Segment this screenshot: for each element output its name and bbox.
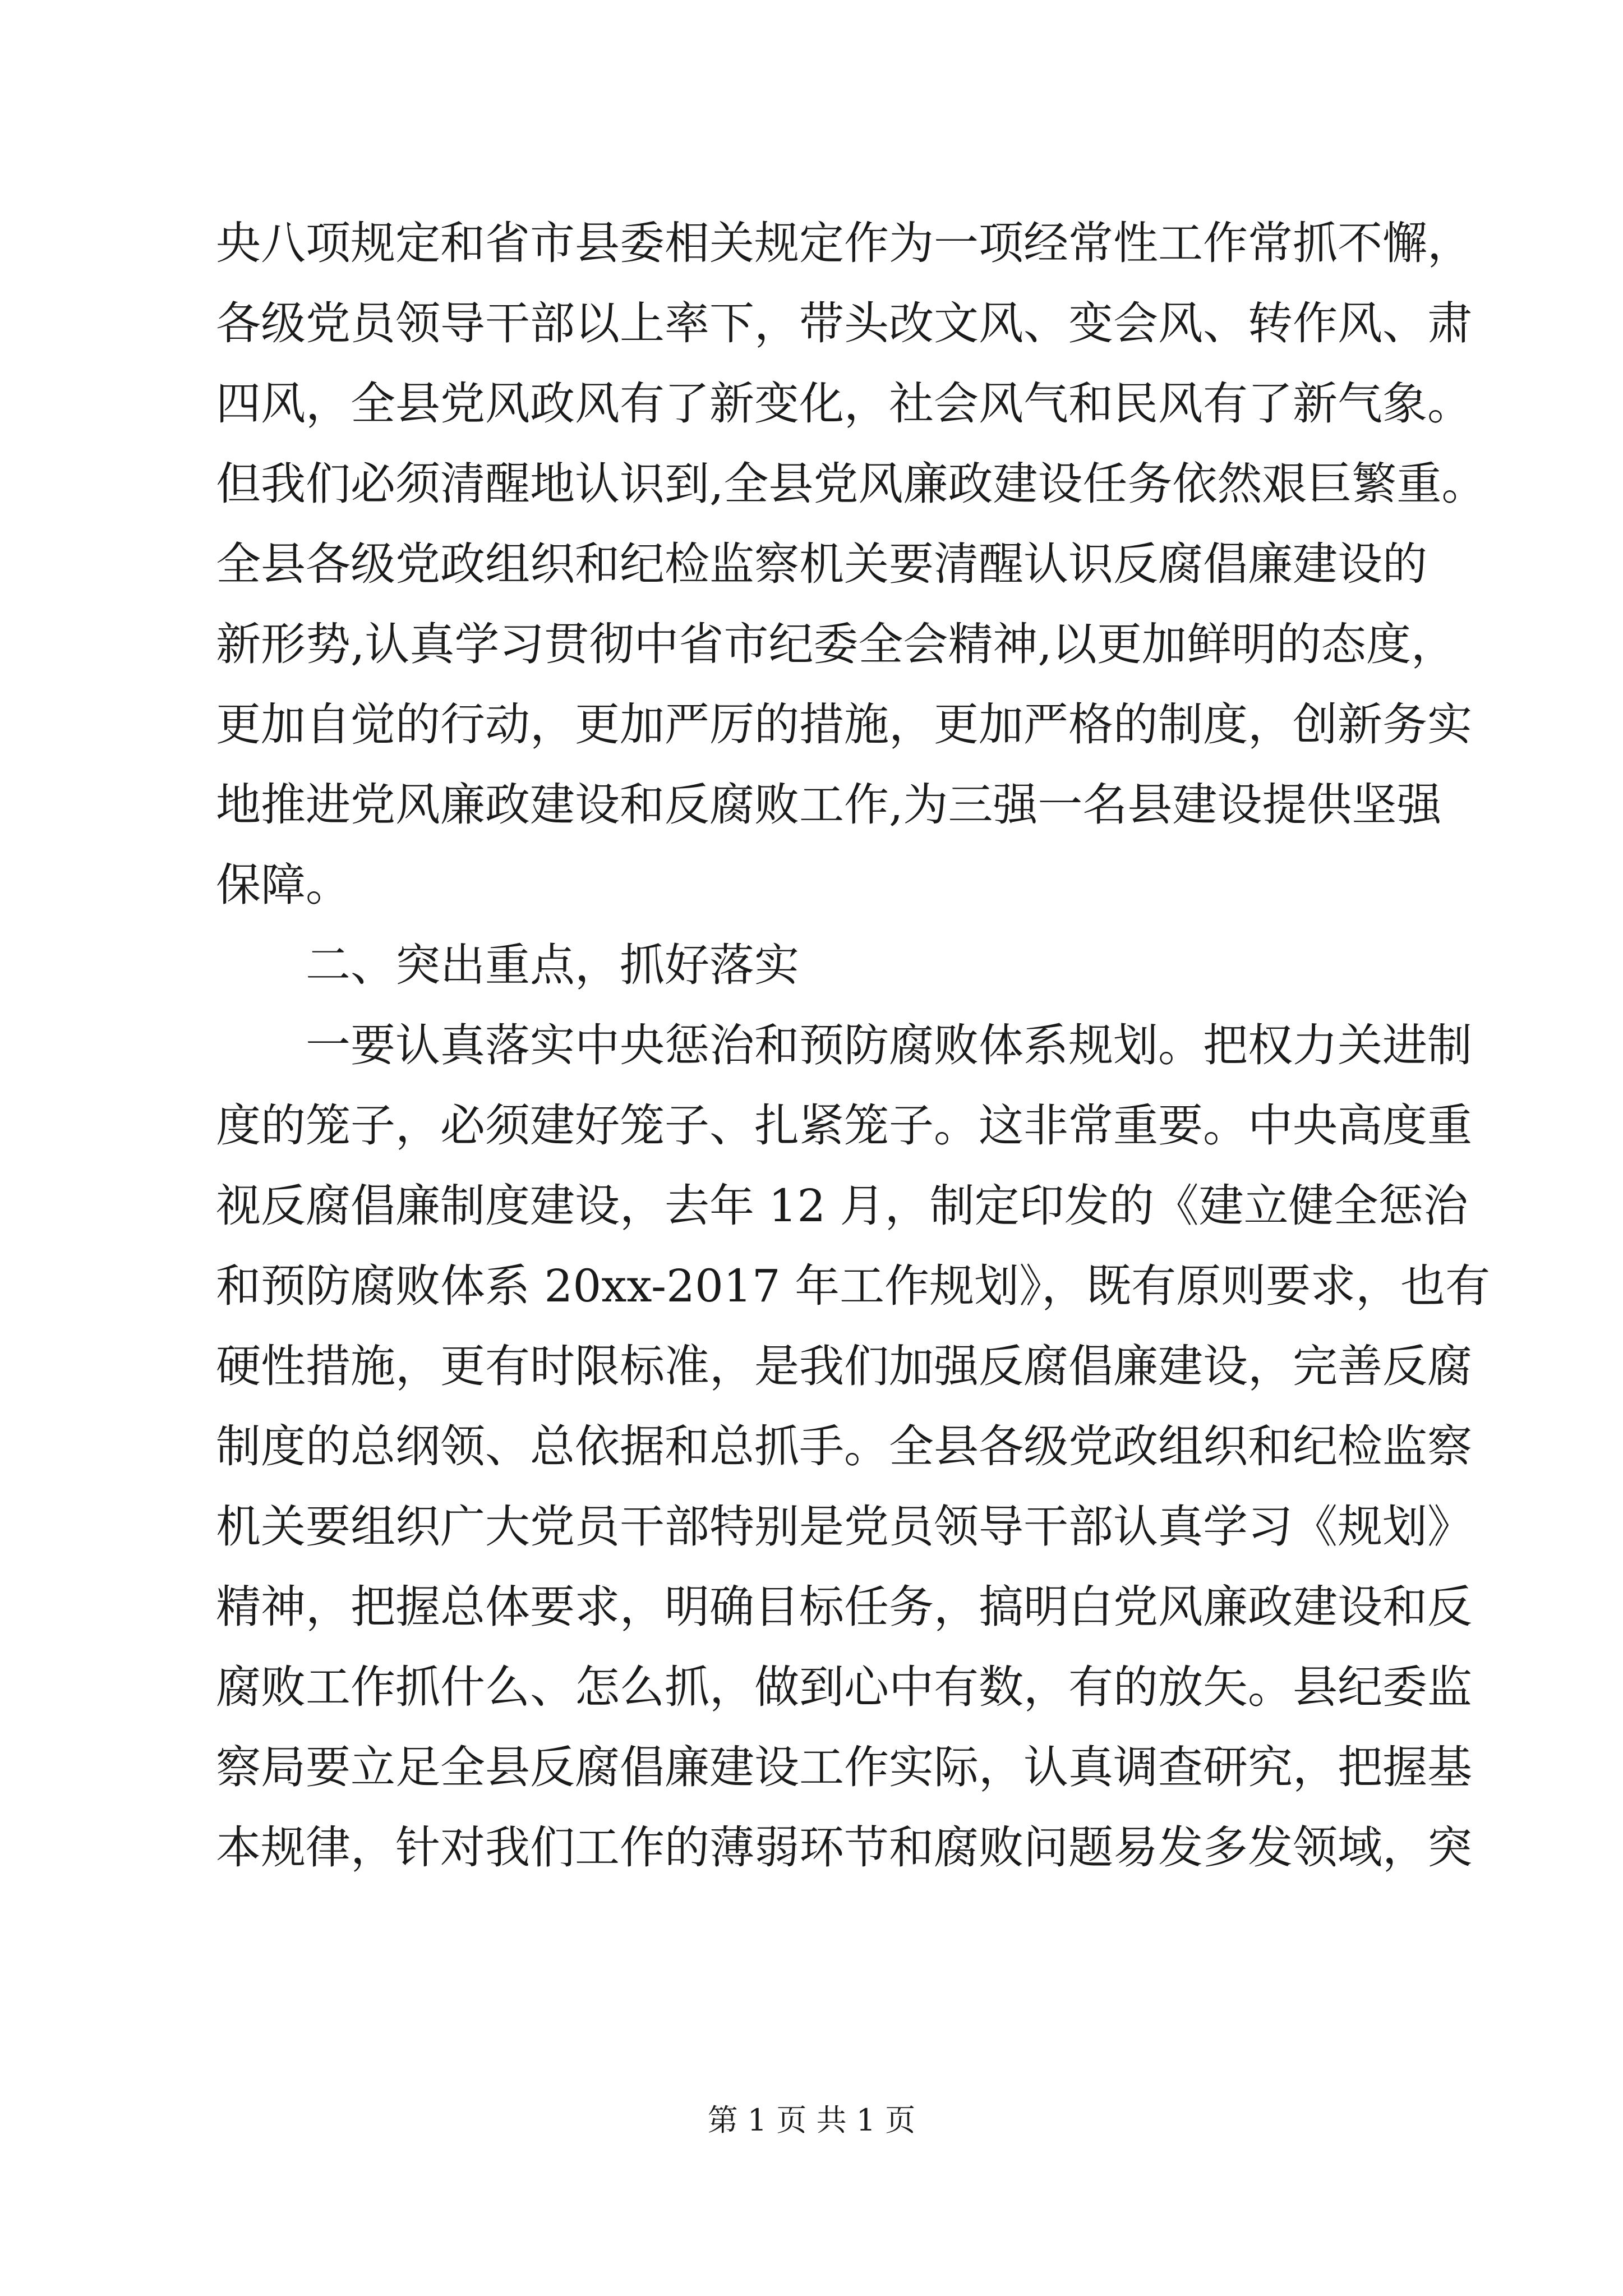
body-line: 四风，全县党风政风有了新变化，社会风气和民风有了新气象。 — [216, 378, 1472, 430]
body-line: 本规律，针对我们工作的薄弱环节和腐败问题易发多发领域，突 — [216, 1821, 1472, 1874]
body-line: 新形势,认真学习贯彻中省市纪委全会精神,以更加鲜明的态度， — [216, 618, 1456, 670]
body-line: 央八项规定和省市县委相关规定作为一项经常性工作常抓不懈， — [216, 217, 1472, 269]
body-line: 腐败工作抓什么、怎么抓，做到心中有数，有的放矢。县纪委监 — [216, 1661, 1472, 1713]
body-line: 机关要组织广大党员干部特别是党员领导干部认真学习《规划》 — [216, 1501, 1472, 1553]
body-line: 制度的总纲领、总依据和总抓手。全县各级党政组织和纪检监察 — [216, 1420, 1472, 1473]
body-line: 全县各级党政组织和纪检监察机关要清醒认识反腐倡廉建设的 — [216, 538, 1427, 590]
paragraph-first-line: 一要认真落实中央惩治和预防腐败体系规划。把权力关进制 — [306, 1019, 1472, 1071]
body-line: 度的笼子，必须建好笼子、扎紧笼子。这非常重要。中央高度重 — [216, 1099, 1472, 1152]
body-line: 和预防腐败体系 20xx-2017 年工作规划》，既有原则要求，也有 — [216, 1260, 1491, 1312]
document-body — [216, 203, 1491, 1888]
body-line: 视反腐倡廉制度建设，去年 12 月，制定印发的《建立健全惩治 — [216, 1180, 1468, 1232]
body-line: 更加自觉的行动，更加严厉的措施，更加严格的制度，创新务实 — [216, 698, 1472, 751]
section-heading: 二、突出重点，抓好落实 — [306, 939, 799, 991]
body-line: 硬性措施，更有时限标准，是我们加强反腐倡廉建设，完善反腐 — [216, 1340, 1472, 1392]
body-line: 保障。 — [216, 859, 351, 911]
body-line: 精神，把握总体要求，明确目标任务，搞明白党风廉政建设和反 — [216, 1581, 1472, 1633]
body-line: 察局要立足全县反腐倡廉建设工作实际，认真调查研究，把握基 — [216, 1741, 1472, 1793]
page-footer: 第 1 页 共 1 页 — [707, 2102, 916, 2138]
body-line: 各级党员领导干部以上率下，带头改文风、变会风、转作风、肃 — [216, 297, 1472, 349]
body-line: 但我们必须清醒地认识到,全县党风廉政建设任务依然艰巨繁重。 — [216, 458, 1487, 510]
body-line: 地推进党风廉政建设和反腐败工作,为三强一名县建设提供坚强 — [216, 779, 1442, 831]
